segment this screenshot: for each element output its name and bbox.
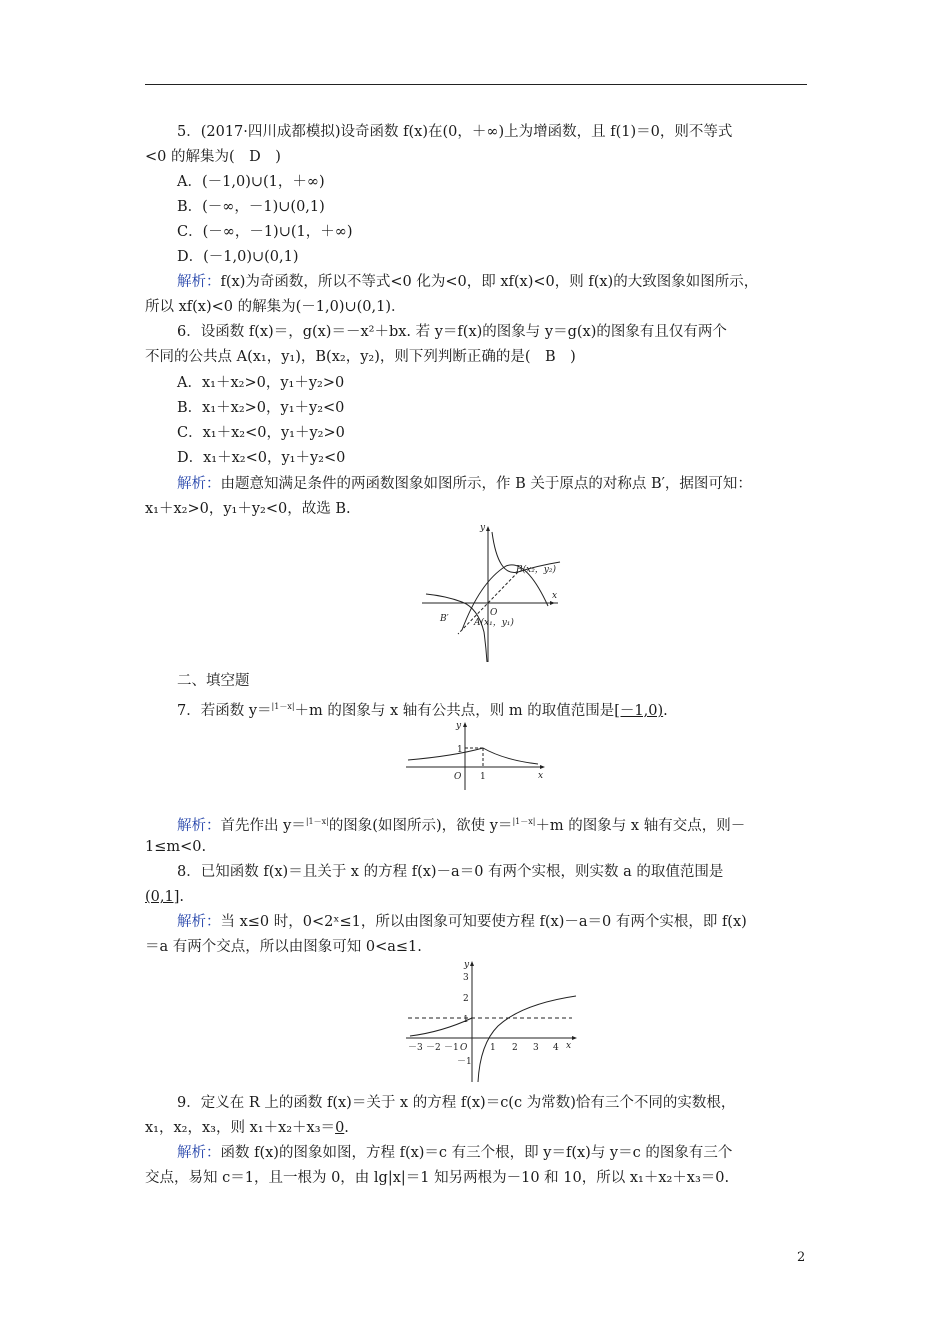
- q7-solution-label: 解析：: [177, 817, 221, 834]
- q8-stem-line1: 8．已知函数 f(x)＝且关于 x 的方程 f(x)－a＝0 有两个实根，则实数 a 的取值范围是: [177, 864, 724, 880]
- q6-x-label: x: [552, 591, 558, 601]
- q6-solution-line2: x₁＋x₂>0，y₁＋y₂<0，故选 B.: [145, 501, 351, 517]
- q8-y-tick-neg1: －1: [457, 1057, 472, 1067]
- q6-solution-line1: [177, 474, 752, 494]
- q7-x-arrow-icon: [540, 765, 545, 769]
- q8-y-arrow-icon: [470, 961, 474, 966]
- q8-figure: [402, 958, 582, 1088]
- q7-solution-exponent: |1－x|: [305, 817, 329, 826]
- q5-option-b: B．(－∞，－1)∪(0,1): [177, 199, 325, 215]
- q8-y-tick-2: 2: [463, 994, 469, 1004]
- q7-answer: [－1,0): [614, 702, 664, 719]
- q5-option-c: C．(－∞，－1)∪(1，＋∞): [177, 224, 353, 240]
- q8-x-tick-2: 2: [512, 1043, 518, 1053]
- q6-option-b: B．x₁＋x₂>0，y₁＋y₂<0: [177, 400, 345, 416]
- q5-solution-text: f(x)为奇函数，所以不等式<0 化为<0，即 xf(x)<0，则 f(x)的大致图象如图所示，: [220, 274, 759, 290]
- q5-option-a: A．(－1,0)∪(1，＋∞): [177, 174, 325, 190]
- q8-solution-text: 当 x≤0 时，0<2ˣ≤1，所以由图象可知要使方程 f(x)－a＝0 有两个实根，即 f(x): [220, 914, 747, 930]
- q7-solution-a: 首先作出 y＝: [220, 817, 306, 834]
- q5-solution-line2: 所以 xf(x)<0 的解集为(－1,0)∪(0,1)．: [145, 299, 406, 315]
- q6-option-c: C．x₁＋x₂<0，y₁＋y₂>0: [177, 425, 345, 441]
- q7-x-label: x: [538, 771, 544, 781]
- q7-solution-line1: [177, 812, 745, 836]
- header-rule: [145, 84, 807, 85]
- q6-y-arrow-icon: [486, 526, 490, 531]
- q6-stem-line2: 不同的公共点 A(x₁，y₁)，B(x₂，y₂)，则下列判断正确的是( B ): [145, 349, 576, 365]
- q8-x-label: x: [566, 1041, 572, 1051]
- q7-stem-exponent: |1－x|: [271, 702, 295, 711]
- q8-solution-line1: [177, 912, 747, 932]
- q8-y-label: y: [464, 960, 470, 970]
- q9-answer: 0: [335, 1120, 345, 1136]
- q9-solution-line1: [177, 1143, 732, 1163]
- q7-y-label: y: [456, 721, 462, 731]
- q6-solution-text: 由题意知满足条件的两函数图象如图所示，作 B 关于原点的对称点 B′，据图可知：: [220, 476, 752, 492]
- q8-x-tick-neg3: －3: [408, 1043, 423, 1053]
- q6-x-arrow-icon: [550, 601, 555, 605]
- q7-solution-line2: 1≤m<0.: [145, 839, 207, 855]
- q7-curve: [408, 748, 538, 764]
- q9-solution-label: 解析：: [177, 1145, 221, 1161]
- q6-point-a-label: A(x₁，y₁): [474, 618, 514, 628]
- q6-option-d: D．x₁＋x₂<0，y₁＋y₂<0: [177, 450, 346, 466]
- q9-solution-text: 函数 f(x)的图象如图，方程 f(x)＝c 有三个根，即 y＝f(x)与 y＝c 的图象有三个: [220, 1145, 733, 1161]
- q8-stem-line2: [145, 887, 184, 907]
- q7-stem-b: ＋m 的图象与 x 轴有公共点，则 m 的取值范围是: [294, 702, 615, 719]
- q6-y-label: y: [480, 523, 486, 533]
- q7-solution-c: ＋m 的图象与 x 轴有交点，则－: [535, 817, 746, 834]
- q5-stem-line1: 5．(2017·四川成都模拟)设奇函数 f(x)在(0，＋∞)上为增函数，且 f(1)＝0，则不等式: [177, 124, 733, 140]
- q6-point-b-label: B(x₂，y₂): [516, 565, 557, 575]
- q8-curve-right: [478, 996, 576, 1082]
- q8-origin-label: O: [460, 1043, 468, 1053]
- q8-solution-label: 解析：: [177, 914, 221, 930]
- section-fill-in-heading: 二、填空题: [177, 673, 250, 689]
- q8-x-tick-neg1: －1: [444, 1043, 459, 1053]
- q8-y-tick-3: 3: [463, 973, 469, 983]
- q7-stem: [177, 697, 668, 721]
- q8-x-tick-1: 1: [490, 1043, 496, 1053]
- q7-stem-a: 7．若函数 y＝: [177, 702, 272, 719]
- q6-solution-label: 解析：: [177, 476, 221, 492]
- q5-solution-label: 解析：: [177, 274, 221, 290]
- q7-x-tick-1: 1: [480, 772, 486, 782]
- q7-origin-label: O: [454, 772, 462, 782]
- q8-answer: (0,1]: [145, 889, 180, 905]
- q5-option-d: D．(－1,0)∪(0,1): [177, 249, 299, 265]
- q9-stem-end: .: [344, 1120, 349, 1136]
- q8-x-tick-3: 3: [533, 1043, 539, 1053]
- q6-option-a: A．x₁＋x₂>0，y₁＋y₂>0: [177, 375, 345, 391]
- q7-solution-b: 的图象(如图所示)，欲使 y＝: [328, 817, 513, 834]
- q6-hyperbola-left: [426, 594, 487, 662]
- q7-stem-end: .: [663, 702, 668, 719]
- q8-solution-line2: ＝a 有两个交点，所以由图象可知 0<a≤1.: [145, 939, 422, 955]
- q9-stem-line2: [145, 1118, 349, 1138]
- q9-stem-text: x₁，x₂，x₃，则 x₁＋x₂＋x₃＝: [145, 1120, 336, 1136]
- q7-solution-exponent-2: |1－x|: [512, 817, 536, 826]
- q6-stem-line1: 6．设函数 f(x)＝，g(x)＝－x²＋bx. 若 y＝f(x)的图象与 y＝g(x)的图象有且仅有两个: [177, 324, 727, 340]
- q7-y-arrow-icon: [463, 722, 467, 727]
- q8-x-tick-4: 4: [553, 1043, 559, 1053]
- q6-point-bprime-label: B′: [440, 614, 449, 624]
- q6-figure: [418, 522, 568, 668]
- q7-y-tick-1: 1: [457, 745, 463, 755]
- q5-solution-line1: [177, 272, 758, 292]
- q9-stem-line1: 9．定义在 R 上的函数 f(x)＝关于 x 的方程 f(x)＝c(c 为常数)恰有三个不同的实数根，: [177, 1095, 736, 1111]
- q8-y-tick-1: 1: [463, 1015, 469, 1025]
- q9-solution-line2: 交点，易知 c＝1，且一根为 0，由 lg|x|＝1 知另两根为－10 和 10，所以 x₁＋x₂＋x₃＝0.: [145, 1170, 730, 1186]
- q8-stem-end: .: [179, 889, 184, 905]
- q8-x-arrow-icon: [572, 1036, 577, 1040]
- q5-stem-line2: <0 的解集为( D ): [145, 149, 281, 165]
- page-number: 2: [797, 1250, 806, 1265]
- q6-origin-label: O: [490, 608, 498, 618]
- q7-figure: [404, 720, 550, 796]
- q8-x-tick-neg2: －2: [426, 1043, 441, 1053]
